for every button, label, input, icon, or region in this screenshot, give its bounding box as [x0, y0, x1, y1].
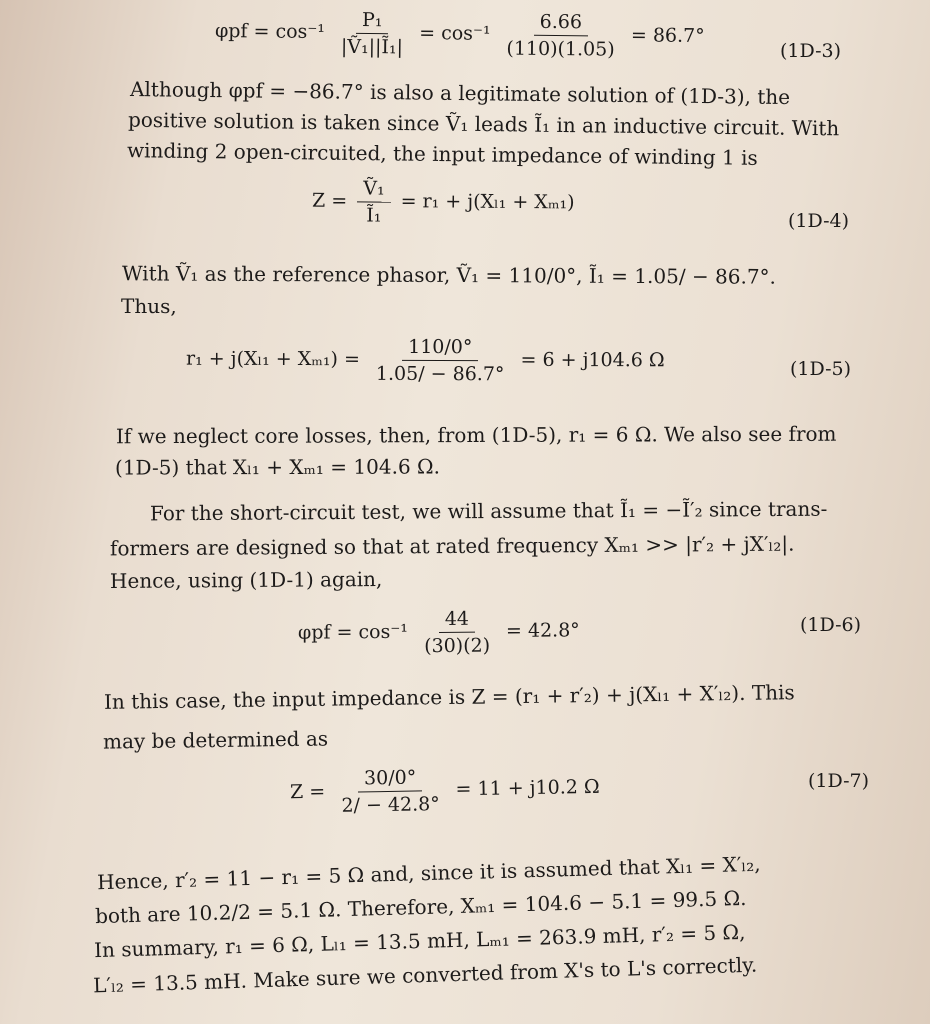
eq-1d6-fraction-numerator: 44 — [439, 608, 475, 633]
equation-tag-1d5: (1D-5) — [790, 358, 852, 380]
eq-1d4-fraction-numerator: Ṽ₁ — [357, 177, 391, 202]
eq-1d3-rhs: = 86.7° — [630, 24, 705, 48]
eq-1d7-lhs: Z = — [289, 780, 326, 804]
eq-1d4-rhs: = r₁ + j(Xₗ₁ + Xₘ₁) — [400, 190, 575, 214]
para3-line-2: (1D-5) that Xₗ₁ + Xₘ₁ = 104.6 Ω. — [114, 454, 440, 480]
eq-1d7-fraction-numerator: 30/0° — [358, 766, 423, 792]
equation-tag-1d4: (1D-4) — [788, 210, 850, 232]
eq-1d3-fraction-1-numerator: P₁ — [356, 9, 389, 34]
para1-line-1: Although φpf = −86.7° is also a legitimate solution of (1D-3), the — [129, 76, 791, 110]
para6-line-1: Hence, r′₂ = 11 − r₁ = 5 Ω and, since it is assumed that Xₗ₁ = X′ₗ₂, — [96, 851, 761, 895]
eq-1d4-lhs: Z = — [311, 189, 348, 212]
eq-1d3-fraction-1 — [335, 9, 410, 59]
para4-line-1: For the short-circuit test, we will assume that Ĩ₁ = −Ĩ′₂ since trans- — [149, 496, 828, 526]
eq-1d3-fraction-2-numerator: 6.66 — [534, 11, 589, 37]
eq-1d5-fraction — [370, 336, 511, 385]
para2-line-1: With Ṽ₁ as the reference phasor, Ṽ₁ = 110/0°, Ĩ₁ = 1.05/ − 86.7°. — [121, 261, 777, 289]
equation-tag-1d3: (1D-3) — [780, 40, 842, 62]
eq-1d7-rhs: = 11 + j10.2 Ω — [455, 775, 600, 801]
eq-1d4-fraction — [357, 177, 391, 226]
equation-tag-1d6: (1D-6) — [800, 614, 862, 636]
eq-1d6-fraction — [418, 608, 496, 658]
para5-line-1: In this case, the input impedance is Z = (r₁ + r′₂) + j(Xₗ₁ + X′ₗ₂). This — [103, 680, 795, 714]
eq-1d3-fraction-2-denominator: (110)(1.05) — [506, 37, 615, 61]
eq-1d5-rhs: = 6 + j104.6 Ω — [520, 348, 665, 372]
para6-line-3: In summary, r₁ = 6 Ω, Lₗ₁ = 13.5 mH, Lₘ₁ = 263.9 mH, r′₂ = 5 Ω, — [93, 919, 746, 963]
para5-line-2: may be determined as — [102, 726, 329, 754]
eq-1d3-fraction-2 — [500, 10, 621, 60]
eq-1d6-rhs: = 42.8° — [505, 619, 580, 642]
eq-1d5-lhs: r₁ + j(Xₗ₁ + Xₘ₁) = — [185, 347, 360, 371]
equation-1d5 — [186, 335, 665, 386]
eq-1d7-fraction-denominator: 2/ − 42.8° — [341, 793, 440, 817]
equation-1d3 — [215, 7, 705, 61]
eq-1d4-fraction-denominator: Ĩ₁ — [366, 204, 382, 227]
para4-line-3: Hence, using (1D-1) again, — [109, 567, 383, 593]
equation-1d7 — [290, 763, 600, 817]
eq-1d6-fraction-denominator: (30)(2) — [424, 634, 491, 658]
eq-1d5-fraction-denominator: 1.05/ − 86.7° — [375, 362, 505, 386]
equation-tag-1d7: (1D-7) — [808, 770, 870, 792]
eq-1d6-lhs: φpf = cos⁻¹ — [297, 620, 409, 644]
para4-line-2: formers are designed so that at rated frequency Xₘ₁ >> |r′₂ + jX′ₗ₂|. — [109, 531, 795, 561]
para6-line-4: L′ₗ₂ = 13.5 mH. Make sure we converted from X's to L's correctly. — [92, 952, 758, 998]
eq-1d3-lhs: φpf = cos⁻¹ — [214, 19, 326, 44]
para2-line-2: Thus, — [121, 294, 177, 318]
para6-line-2: both are 10.2/2 = 5.1 Ω. Therefore, Xₘ₁ = 104.6 − 5.1 = 99.5 Ω. — [94, 885, 747, 929]
para3-line-1: If we neglect core losses, then, from (1D-5), r₁ = 6 Ω. We also see from — [115, 421, 837, 449]
para1-line-3: winding 2 open-circuited, the input impedance of winding 1 is — [126, 138, 758, 170]
eq-1d5-fraction-numerator: 110/0° — [402, 336, 478, 361]
eq-1d3-mid: = cos⁻¹ — [419, 22, 491, 45]
eq-1d7-fraction — [335, 766, 446, 817]
para1-line-2: positive solution is taken since Ṽ₁ leads Ĩ₁ in an inductive circuit. With — [127, 107, 840, 141]
equation-1d6 — [298, 607, 580, 658]
eq-1d3-fraction-1-denominator: |Ṽ₁||Ĩ₁| — [340, 35, 404, 59]
equation-1d4 — [312, 177, 575, 228]
